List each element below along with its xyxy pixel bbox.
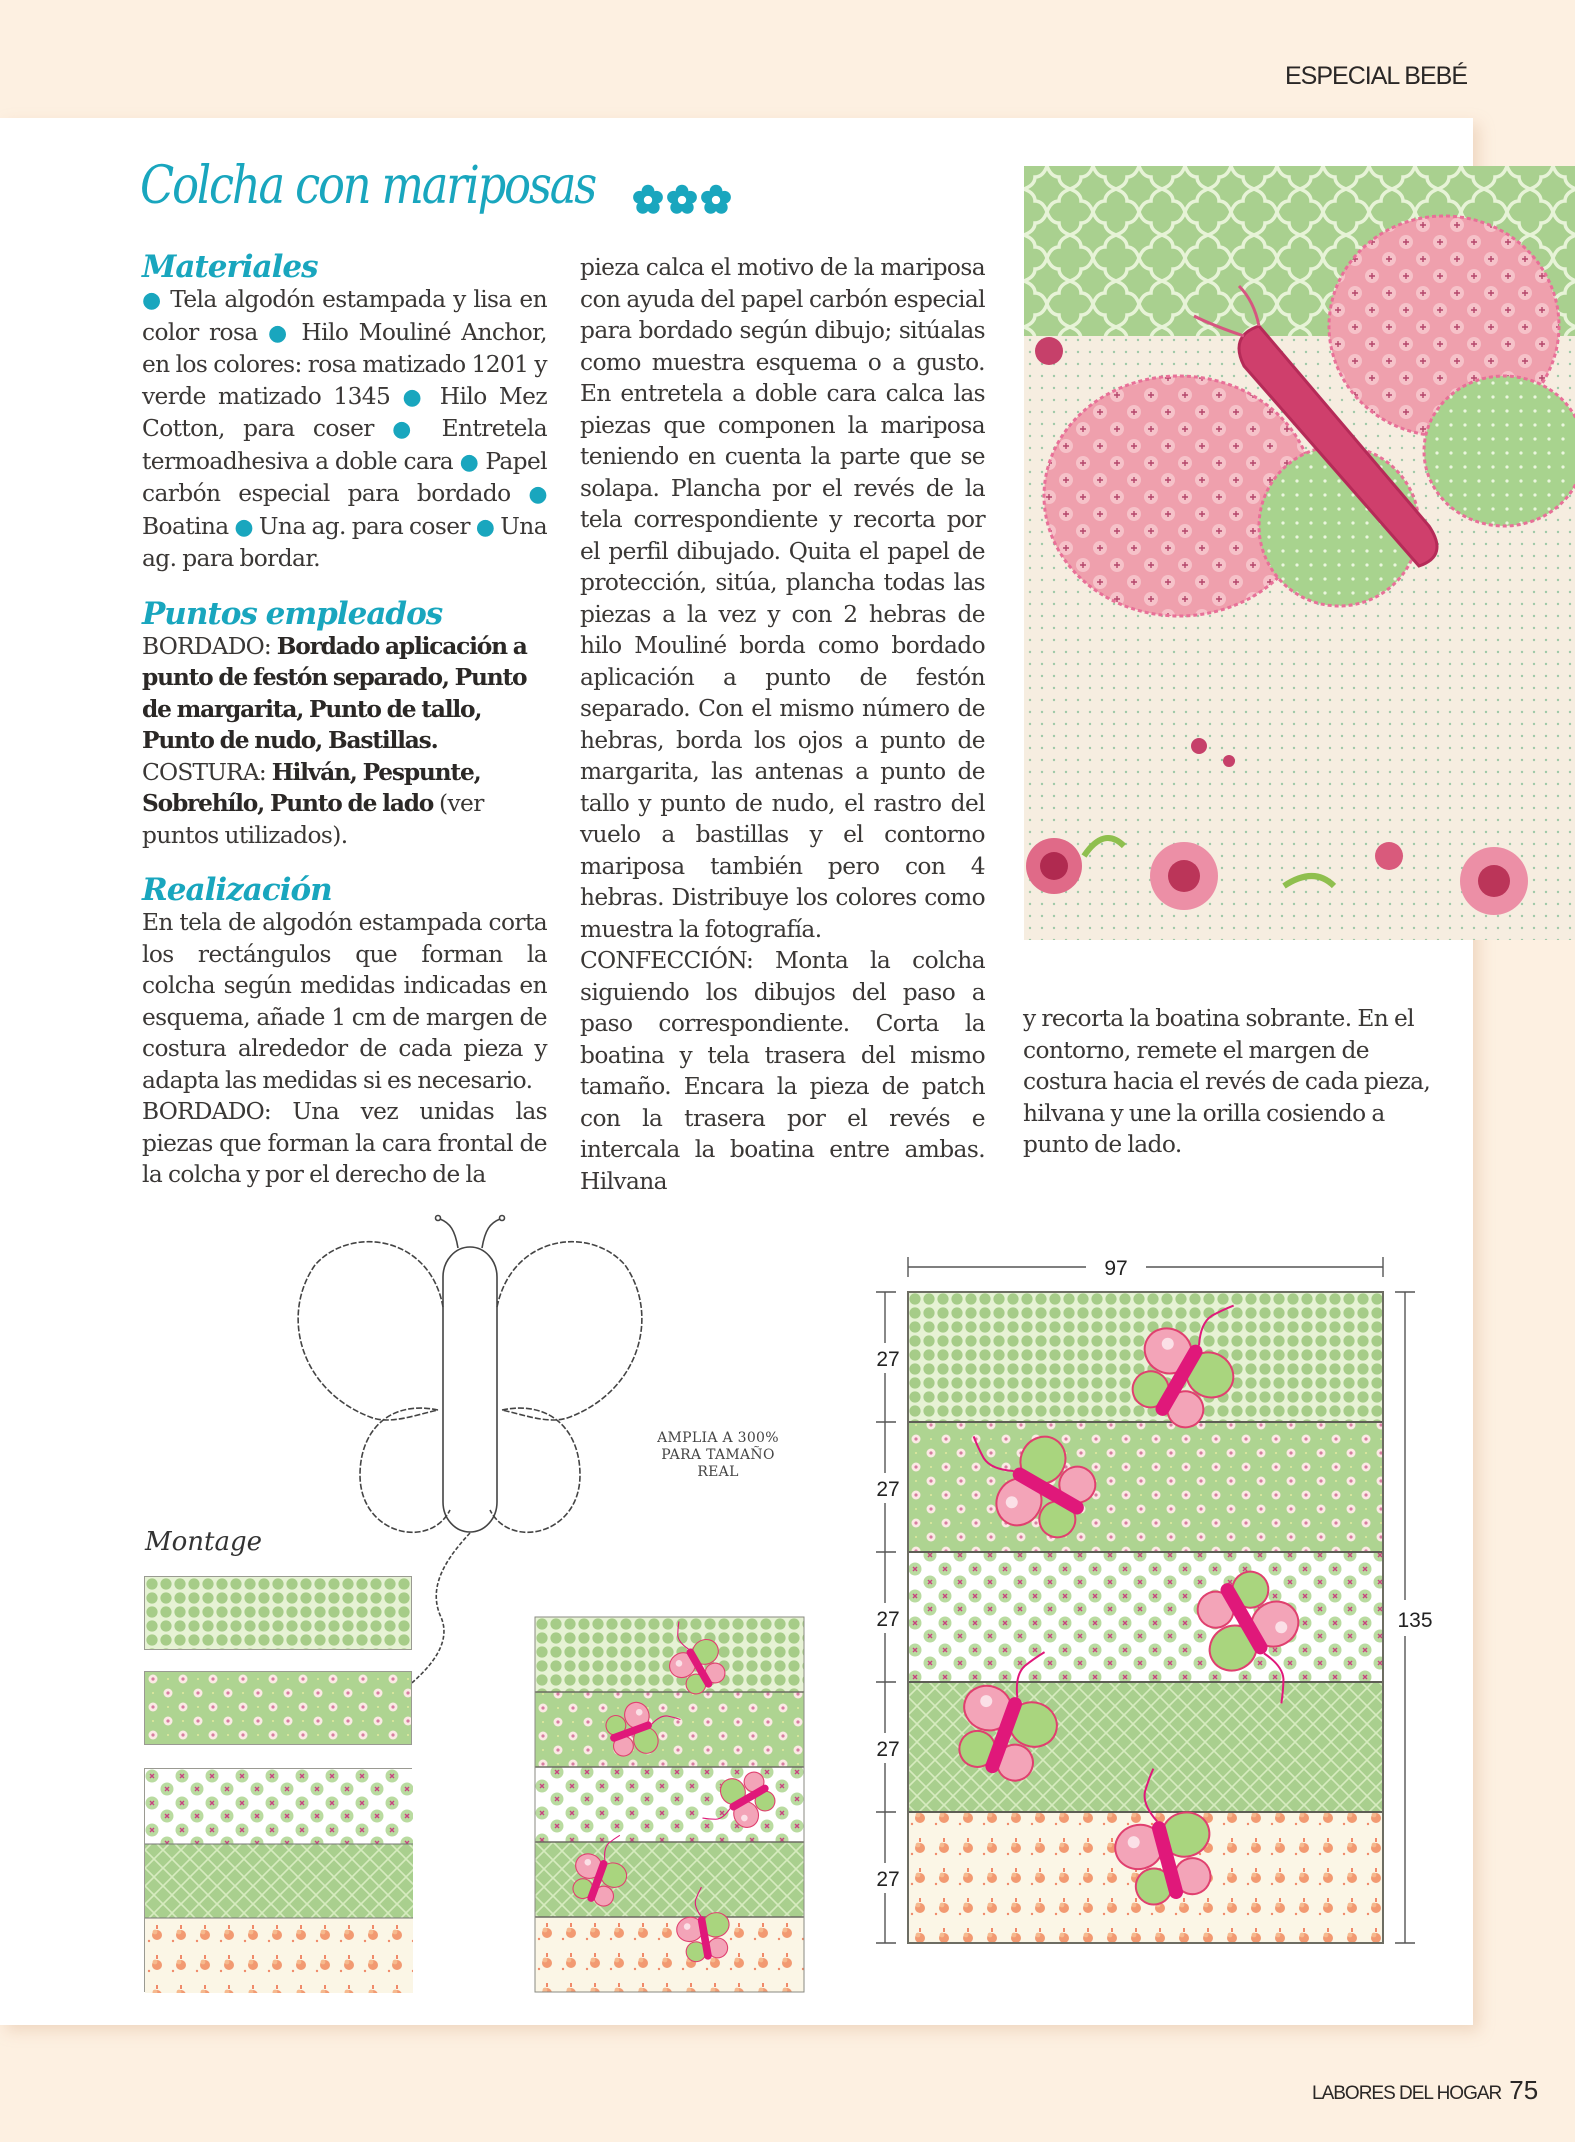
bordado-step-label: BORDADO: <box>142 1098 271 1125</box>
template-wing-lower-right <box>490 1408 580 1532</box>
costura-stitches: Hilván, Pespunte, Sobrehílo, Punto de lado <box>142 758 481 817</box>
puntos-text <box>142 631 547 852</box>
template-antenna-tip <box>436 1216 441 1221</box>
puntos-heading: Puntos empleados <box>142 595 443 632</box>
montage-strip-stack <box>144 1768 412 1992</box>
column-3 <box>1023 1003 1443 1161</box>
bullet-icon: ● <box>142 288 163 313</box>
page-number: 75 <box>1509 2075 1539 2105</box>
bordado-step-text: Una vez unidas las piezas que forman la cara frontal de la colcha y por el derecho de la <box>142 1098 547 1188</box>
realizacion-heading: Realización <box>142 872 332 908</box>
realizacion-paragraph-2 <box>142 1096 547 1191</box>
article-title: Colcha con mariposas <box>140 156 596 216</box>
scale-note <box>643 1430 793 1481</box>
bullet-icon: ● <box>475 514 495 540</box>
montage-strip-green-trellis <box>145 1844 413 1918</box>
template-wing-upper-right <box>497 1242 642 1420</box>
materiales-heading: Materiales <box>142 249 318 285</box>
template-body <box>443 1247 497 1532</box>
material-item: Papel carbón especial para bordado <box>142 447 548 507</box>
flower-icon <box>666 184 698 216</box>
template-antennae <box>440 1219 500 1248</box>
width-label: 97 <box>1104 1257 1128 1280</box>
montage-label: Montage <box>145 1527 262 1557</box>
bordado-label: BORDADO: <box>142 632 271 660</box>
material-item: Una ag. para coser <box>258 512 470 540</box>
column-1 <box>142 250 547 1191</box>
montage-strip-cream-floral <box>145 1918 413 1993</box>
montage-strip-green-flowers <box>144 1671 412 1745</box>
realizacion-paragraph-1: En tela de algodón estampada corta los rectángulos que forman la colcha según medidas indicadas en esquema, añade 1 cm de margen de costura alrededor de cada pieza y adapta las medidas si es necesario. <box>142 909 547 1094</box>
bullet-icon: ● <box>267 320 292 346</box>
montage-assembled <box>535 1617 804 1992</box>
confeccion-text: Monta la colcha siguiendo los dibujos del paso a paso correspondiente. Corta la boatina y tela trasera del mismo tamaño. Encara la pieza de patch con la trasera por el revés e intercala la boatina entre ambas. Hilvana <box>580 947 985 1195</box>
photo-wing-lower-right <box>1424 376 1575 526</box>
costura-label: COSTURA: <box>142 758 266 786</box>
realizacion-paragraph-4: y recorta la boatina sobrante. En el contorno, remete el margen de costura hacia el revés de cada pieza, hilvana y une la orilla cosiendo a punto de lado. <box>1023 1005 1431 1158</box>
scale-note-line: AMPLIA A 300% <box>657 1430 779 1446</box>
scale-note-line: REAL <box>697 1464 739 1480</box>
quilt-row-2 <box>908 1422 1383 1552</box>
column-2 <box>580 252 985 1197</box>
materiales-list <box>142 284 547 575</box>
bullet-icon: ● <box>234 514 254 540</box>
scale-note-line: PARA TAMAÑO <box>661 1447 775 1463</box>
row-label: 27 <box>876 1348 900 1371</box>
template-wing-lower-left <box>360 1408 450 1532</box>
template-wing-upper-left <box>298 1242 443 1420</box>
flower-icon <box>632 184 664 216</box>
row-label: 27 <box>876 1478 900 1501</box>
template-antenna-tip <box>500 1216 505 1221</box>
height-label: 135 <box>1397 1609 1433 1632</box>
bullet-icon: ● <box>392 417 424 442</box>
realizacion-paragraph-3 <box>580 945 985 1197</box>
quilt-row-3 <box>908 1552 1383 1682</box>
material-item: Hilo Mouliné Anchor, en los colores: rosa matizado 1201 y verde matizado 1345 <box>142 318 547 410</box>
row-label: 27 <box>876 1608 900 1631</box>
section-label: ESPECIAL BEBÉ <box>1285 62 1467 90</box>
bullet-icon: ● <box>459 449 479 475</box>
quilt-butterfly-photo <box>1024 166 1575 940</box>
bullet-icon: ● <box>402 384 428 410</box>
puntos-note: (ver puntos utilizados). <box>142 790 484 849</box>
confeccion-label: CONFECCIÓN: <box>580 947 754 974</box>
bullet-icon: ● <box>528 482 547 507</box>
montage-strip-green-dots <box>144 1576 412 1650</box>
bordado-stitches: Bordado aplicación a punto de festón separado, Punto de margarita, Punto de tallo, Punto de nudo, Bastillas. <box>142 632 527 754</box>
material-item: Tela algodón estampada y lisa en color rosa <box>142 286 547 346</box>
page-footer <box>1312 2075 1538 2106</box>
material-item: Una ag. para bordar. <box>142 512 547 572</box>
row-label: 27 <box>876 1868 900 1891</box>
montage-strip-green-check <box>145 1769 413 1844</box>
material-item: Boatina <box>142 512 229 540</box>
difficulty-rating <box>632 184 732 216</box>
material-item: Entretela termoadhesiva a doble cara <box>142 415 547 475</box>
material-item: Hilo Mez Cotton, para coser <box>142 382 547 442</box>
bordado-continuation: pieza calca el motivo de la mariposa con ayuda del papel carbón especial para bordado según dibujo; sitúalas como muestra esquema o a gusto. En entretela a doble cara calca las piezas que componen la mariposa teniendo en cuenta la parte que se solapa. Plancha por el revés de la tela correspondiente y recorta por el perfil dibujado. Quita el papel de protección, sitúa, plancha todas las piezas a la vez y con 2 hebras de hilo Mouliné borda como bordado aplicación a punto de festón separado. Con el mismo número de hebras, borda los ojos a punto de margarita, las antenas a punto de tallo y punto de nudo, el rastro del vuelo a bastillas y el contorno mariposa también pero con 4 hebras. Distribuye los colores como muestra la fotografía. <box>580 254 985 943</box>
magazine-name: LABORES DEL HOGAR <box>1312 2083 1502 2104</box>
quilt-layout-diagram <box>860 1240 1433 1960</box>
row-label: 27 <box>876 1738 900 1761</box>
flower-icon <box>700 184 732 216</box>
